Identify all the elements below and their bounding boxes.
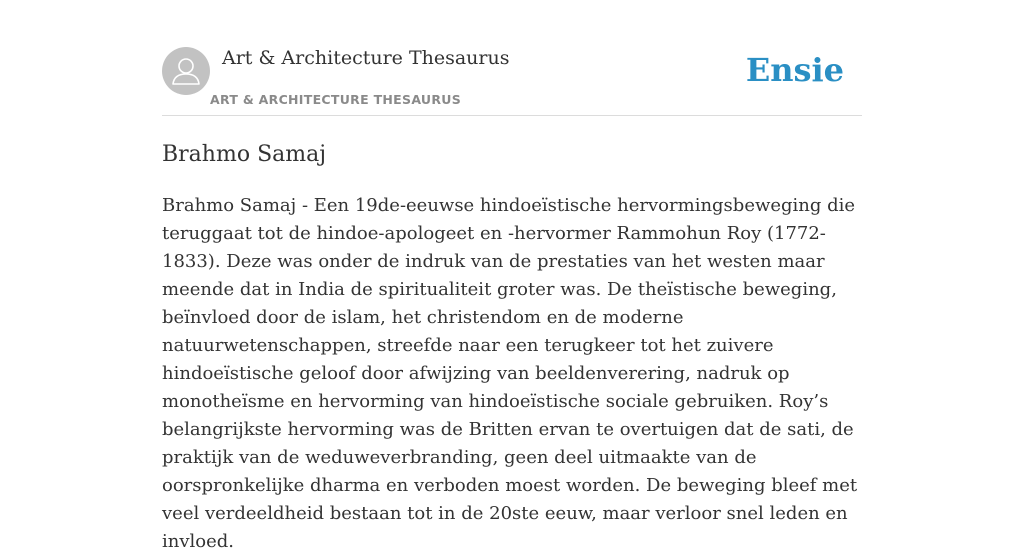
header: [162, 0, 862, 116]
entry-title: Brahmo Samaj: [162, 142, 327, 167]
source-subtitle[interactable]: ART & ARCHITECTURE THESAURUS: [210, 92, 462, 107]
source-title[interactable]: Art & Architecture Thesaurus: [222, 47, 510, 69]
avatar[interactable]: [162, 47, 210, 95]
user-icon: [162, 47, 210, 95]
ensie-logo[interactable]: Ensie: [745, 51, 844, 89]
entry-body: Brahmo Samaj - Een 19de-eeuwse hindoeïstische hervormingsbeweging die teruggaat tot de hindoe-apologeet en -hervormer Rammohun Roy (1772-1833). Deze was onder de indruk van de prestaties van het westen maar meende dat in India de spiritualiteit groter was. De theïstische beweging, beïnvloed door de islam, het christendom en de moderne natuurwetenschappen, streefde naar een terugkeer tot het zuivere hindoeïstische geloof door afwijzing van beeldenverering, nadruk op monotheïsme en hervorming van hindoeïstische sociale gebruiken. Roy’s belangrijkste hervorming was de Britten ervan te overtuigen dat de sati, de praktijk van de weduweverbranding, geen deel uitmaakte van de oorspronkelijke dharma en verboden moest worden. De beweging bleef met veel verdeeldheid bestaan tot in de 20ste eeuw, maar verloor snel leden en invloed.: [162, 195, 858, 552]
